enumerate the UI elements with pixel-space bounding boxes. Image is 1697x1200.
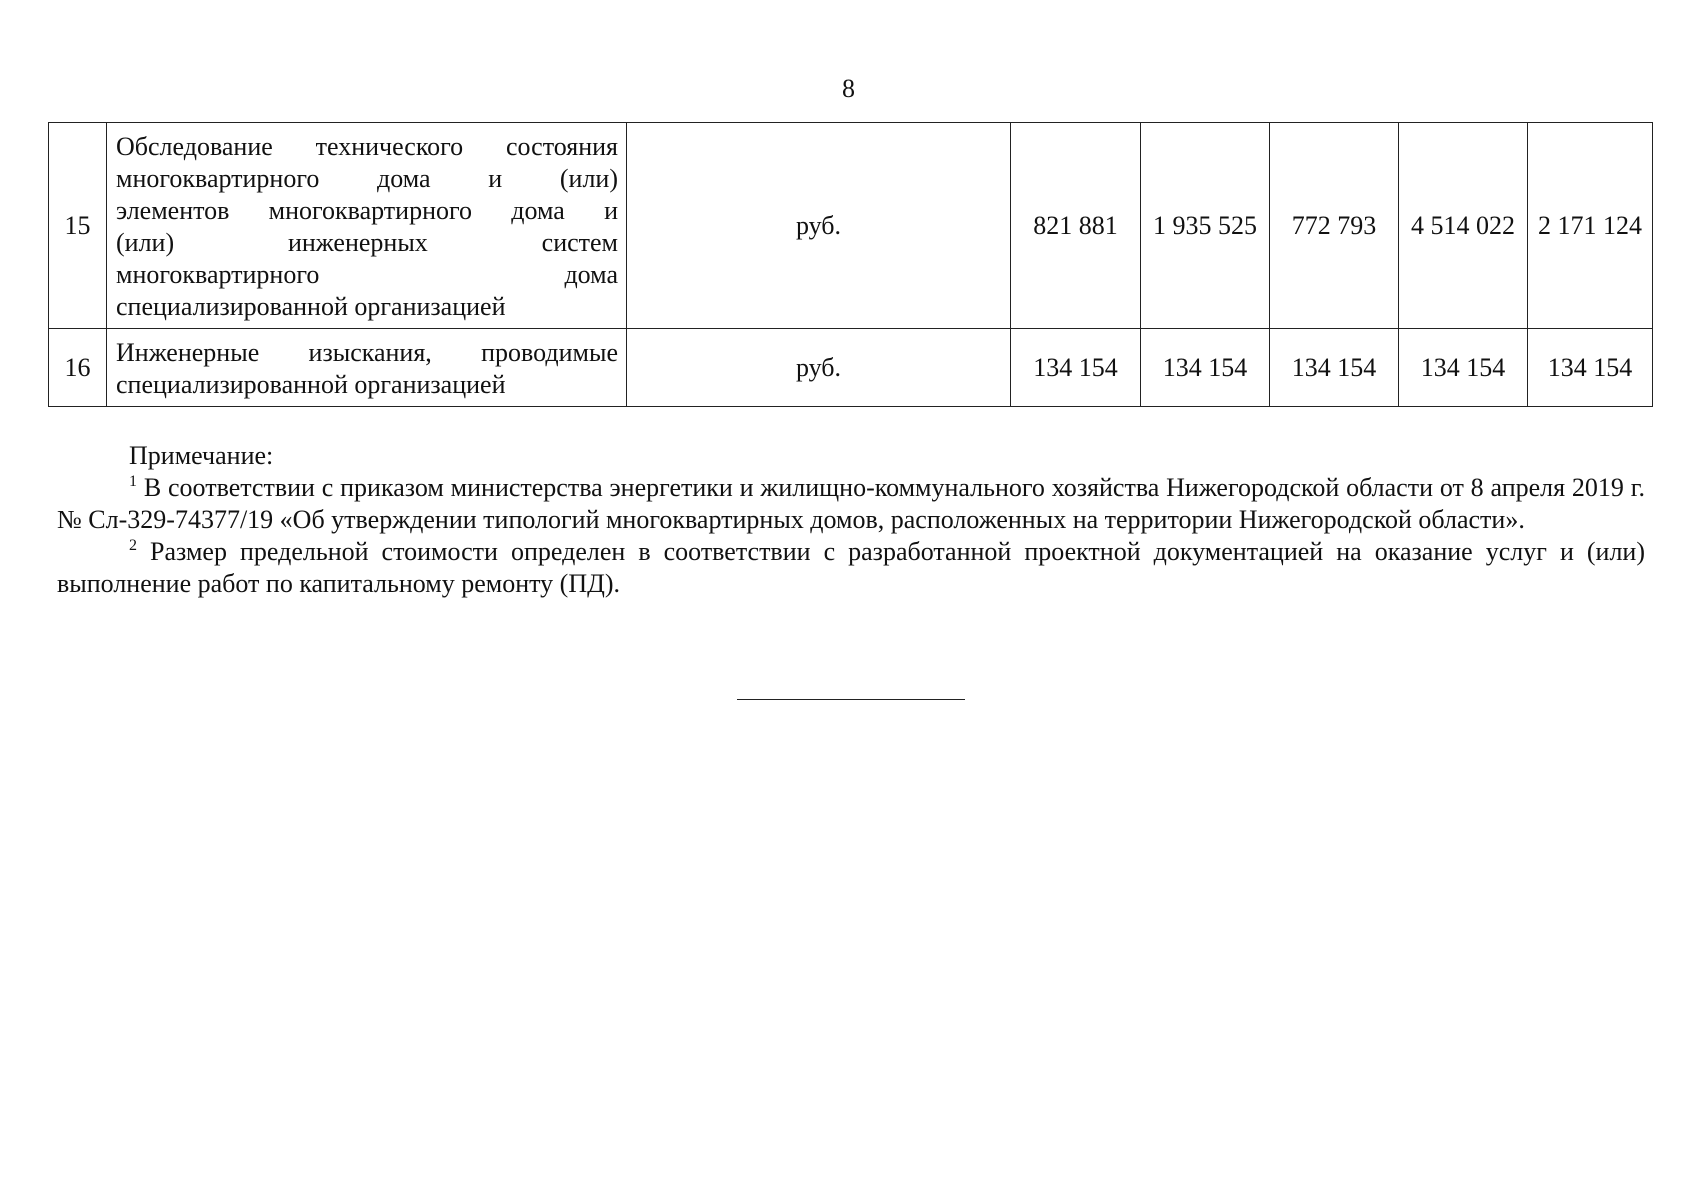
work-name-cell [107, 123, 627, 329]
row-number: 15 [49, 123, 107, 329]
value-cell: 134 154 [1399, 329, 1528, 407]
value-cell: 4 514 022 [1399, 123, 1528, 329]
value-cell: 2 171 124 [1528, 123, 1653, 329]
work-name-line: Инженерные изыскания, проводимые [116, 337, 618, 367]
table-row [49, 123, 1653, 329]
end-divider [737, 699, 965, 700]
value-cell: 134 154 [1141, 329, 1270, 407]
table-row [49, 329, 1653, 407]
work-name-cell [107, 329, 627, 407]
value-cell: 1 935 525 [1141, 123, 1270, 329]
note-item [57, 536, 1645, 600]
value-cell: 134 154 [1270, 329, 1399, 407]
work-name-line: элементов многоквартирного дома и [116, 195, 618, 225]
value-cell: 772 793 [1270, 123, 1399, 329]
unit-cell: руб. [627, 329, 1011, 407]
note-item [57, 472, 1645, 536]
work-name-line: Обследование технического состояния [116, 131, 618, 161]
row-number: 16 [49, 329, 107, 407]
page-number: 8 [842, 74, 855, 103]
note-text: Размер предельной стоимости определен в соответствии с разработанной проектной документацией на оказание услуг и (или) выполнение работ по капитальному ремонту (ПД). [57, 537, 1646, 598]
work-name-line: специализированной организацией [116, 369, 506, 399]
footnote-marker: 1 [129, 473, 137, 490]
work-name-line: многоквартирного дома [116, 259, 618, 289]
footnote-marker: 2 [129, 537, 137, 554]
note-text: В соответствии с приказом министерства энергетики и жилищно-коммунального хозяйства Нижегородской области от 8 апреля 2019 г. № Сл-329-74377/19 «Об утверждении типологий многоквартирных домов, расположенных на территории Нижегородской области». [57, 473, 1645, 534]
work-name-line: специализированной организацией [116, 291, 506, 321]
notes-title: Примечание: [129, 441, 274, 470]
value-cell: 821 881 [1011, 123, 1141, 329]
value-cell: 134 154 [1528, 329, 1653, 407]
cost-table [48, 122, 1653, 407]
unit-cell: руб. [627, 123, 1011, 329]
notes-section [57, 440, 1645, 600]
work-name-line: (или) инженерных систем [116, 227, 618, 257]
work-name-line: многоквартирного дома и (или) [116, 163, 618, 193]
value-cell: 134 154 [1011, 329, 1141, 407]
